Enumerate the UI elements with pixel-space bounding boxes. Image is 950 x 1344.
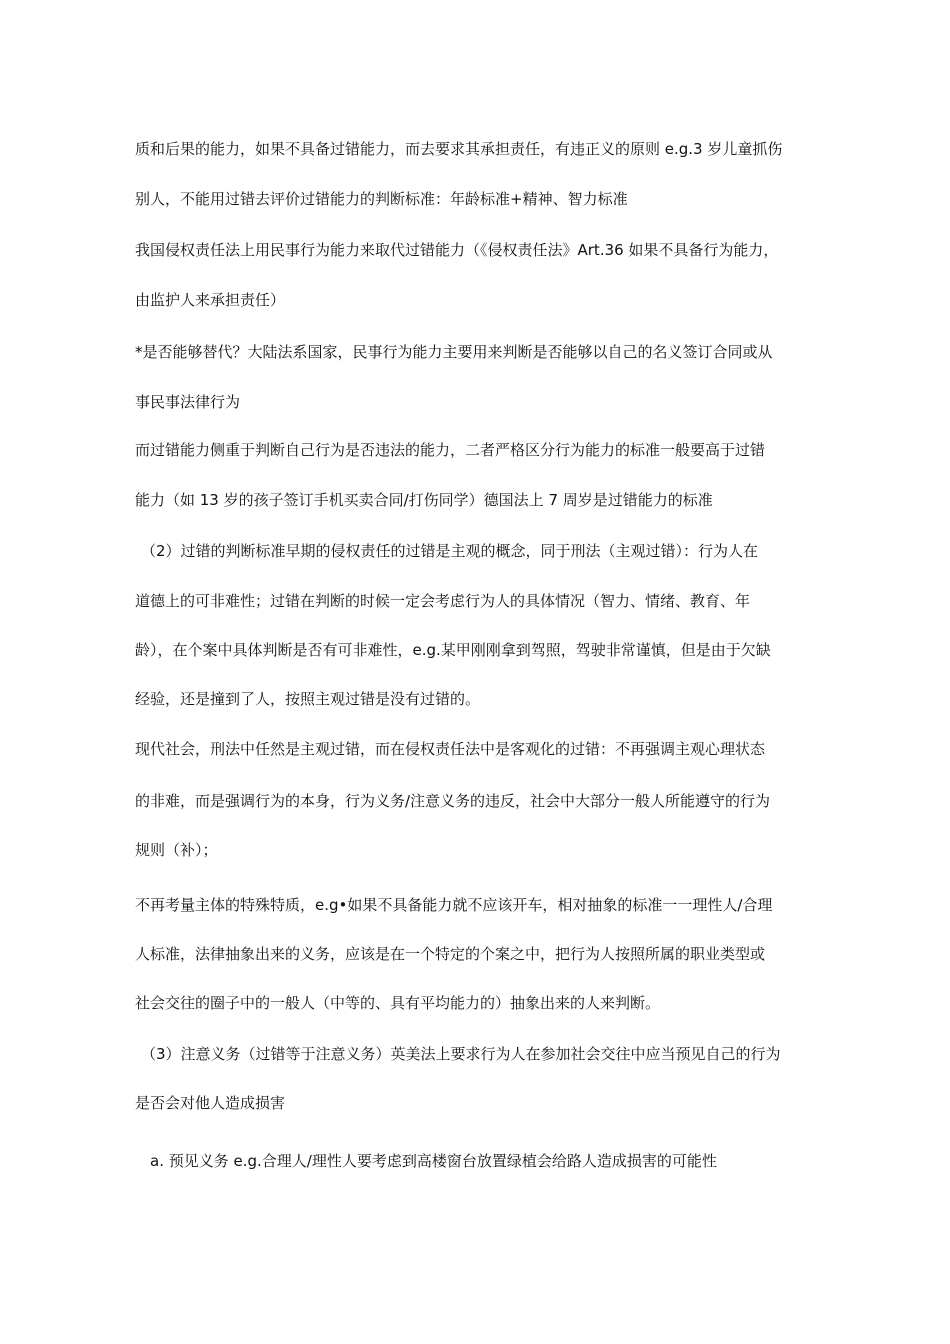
text-line-20: 是否会对他人造成损害 xyxy=(135,1094,286,1112)
text-line-15: 规则（补）； xyxy=(135,841,218,859)
text-line-13: 现代社会，刑法中任然是主观过错，而在侵权责任法中是客观化的过错：不再强调主观心理状态 xyxy=(135,740,766,758)
text-line-16: 不再考量主体的特殊特质，e.g•如果不具备能力就不应该开车，相对抽象的标准一一理性人/合理 xyxy=(135,896,773,914)
text-line-21: a. 预见义务 e.g.合理人/理性人要考虑到高楼窗台放置绿植会给路人造成损害的可能性 xyxy=(150,1152,717,1170)
text-line-10: 道德上的可非难性；过错在判断的时候一定会考虑行为人的具体情况（智力、情绪、教育、年 xyxy=(135,592,751,610)
text-line-14: 的非难，而是强调行为的本身，行为义务/注意义务的违反，社会中大部分一般人所能遵守的行为 xyxy=(135,792,771,810)
text-line-3: 我国侵权责任法上用民事行为能力来取代过错能力（《侵权责任法》Art.36 如果不具备行为能力， xyxy=(135,241,779,259)
text-line-5: *是否能够替代？大陆法系国家，民事行为能力主要用来判断是否能够以自己的名义签订合同或从 xyxy=(135,343,773,361)
text-line-18: 社会交往的圈子中的一般人（中等的、具有平均能力的）抽象出来的人来判断。 xyxy=(135,994,661,1012)
text-line-1: 质和后果的能力，如果不具备过错能力，而去要求其承担责任，有违正义的原则 e.g.3 岁儿童抓伤 xyxy=(135,140,783,158)
text-line-17: 人标准，法律抽象出来的义务，应该是在一个特定的个案之中，把行为人按照所属的职业类型或 xyxy=(135,945,766,963)
text-line-11: 龄），在个案中具体判断是否有可非难性，e.g.某甲刚刚拿到驾照，驾驶非常谨慎，但是由于欠缺 xyxy=(135,641,771,659)
text-line-4: 由监护人来承担责任） xyxy=(135,291,286,309)
text-line-9: （2）过错的判断标准早期的侵权责任的过错是主观的概念，同于刑法（主观过错）：行为人在 xyxy=(141,542,759,560)
text-line-8: 能力（如 13 岁的孩子签订手机买卖合同/打伤同学）德国法上 7 周岁是过错能力的标准 xyxy=(135,491,713,509)
text-line-2: 别人，不能用过错去评价过错能力的判断标准：年龄标准+精神、智力标准 xyxy=(135,190,628,208)
text-line-6: 事民事法律行为 xyxy=(135,393,241,411)
text-line-19: （3）注意义务（过错等于注意义务）英美法上要求行为人在参加社会交往中应当预见自己的行为 xyxy=(141,1045,781,1063)
text-line-7: 而过错能力侧重于判断自己行为是否违法的能力，二者严格区分行为能力的标准一般要高于过错 xyxy=(135,441,766,459)
text-line-12: 经验，还是撞到了人，按照主观过错是没有过错的。 xyxy=(135,690,481,708)
